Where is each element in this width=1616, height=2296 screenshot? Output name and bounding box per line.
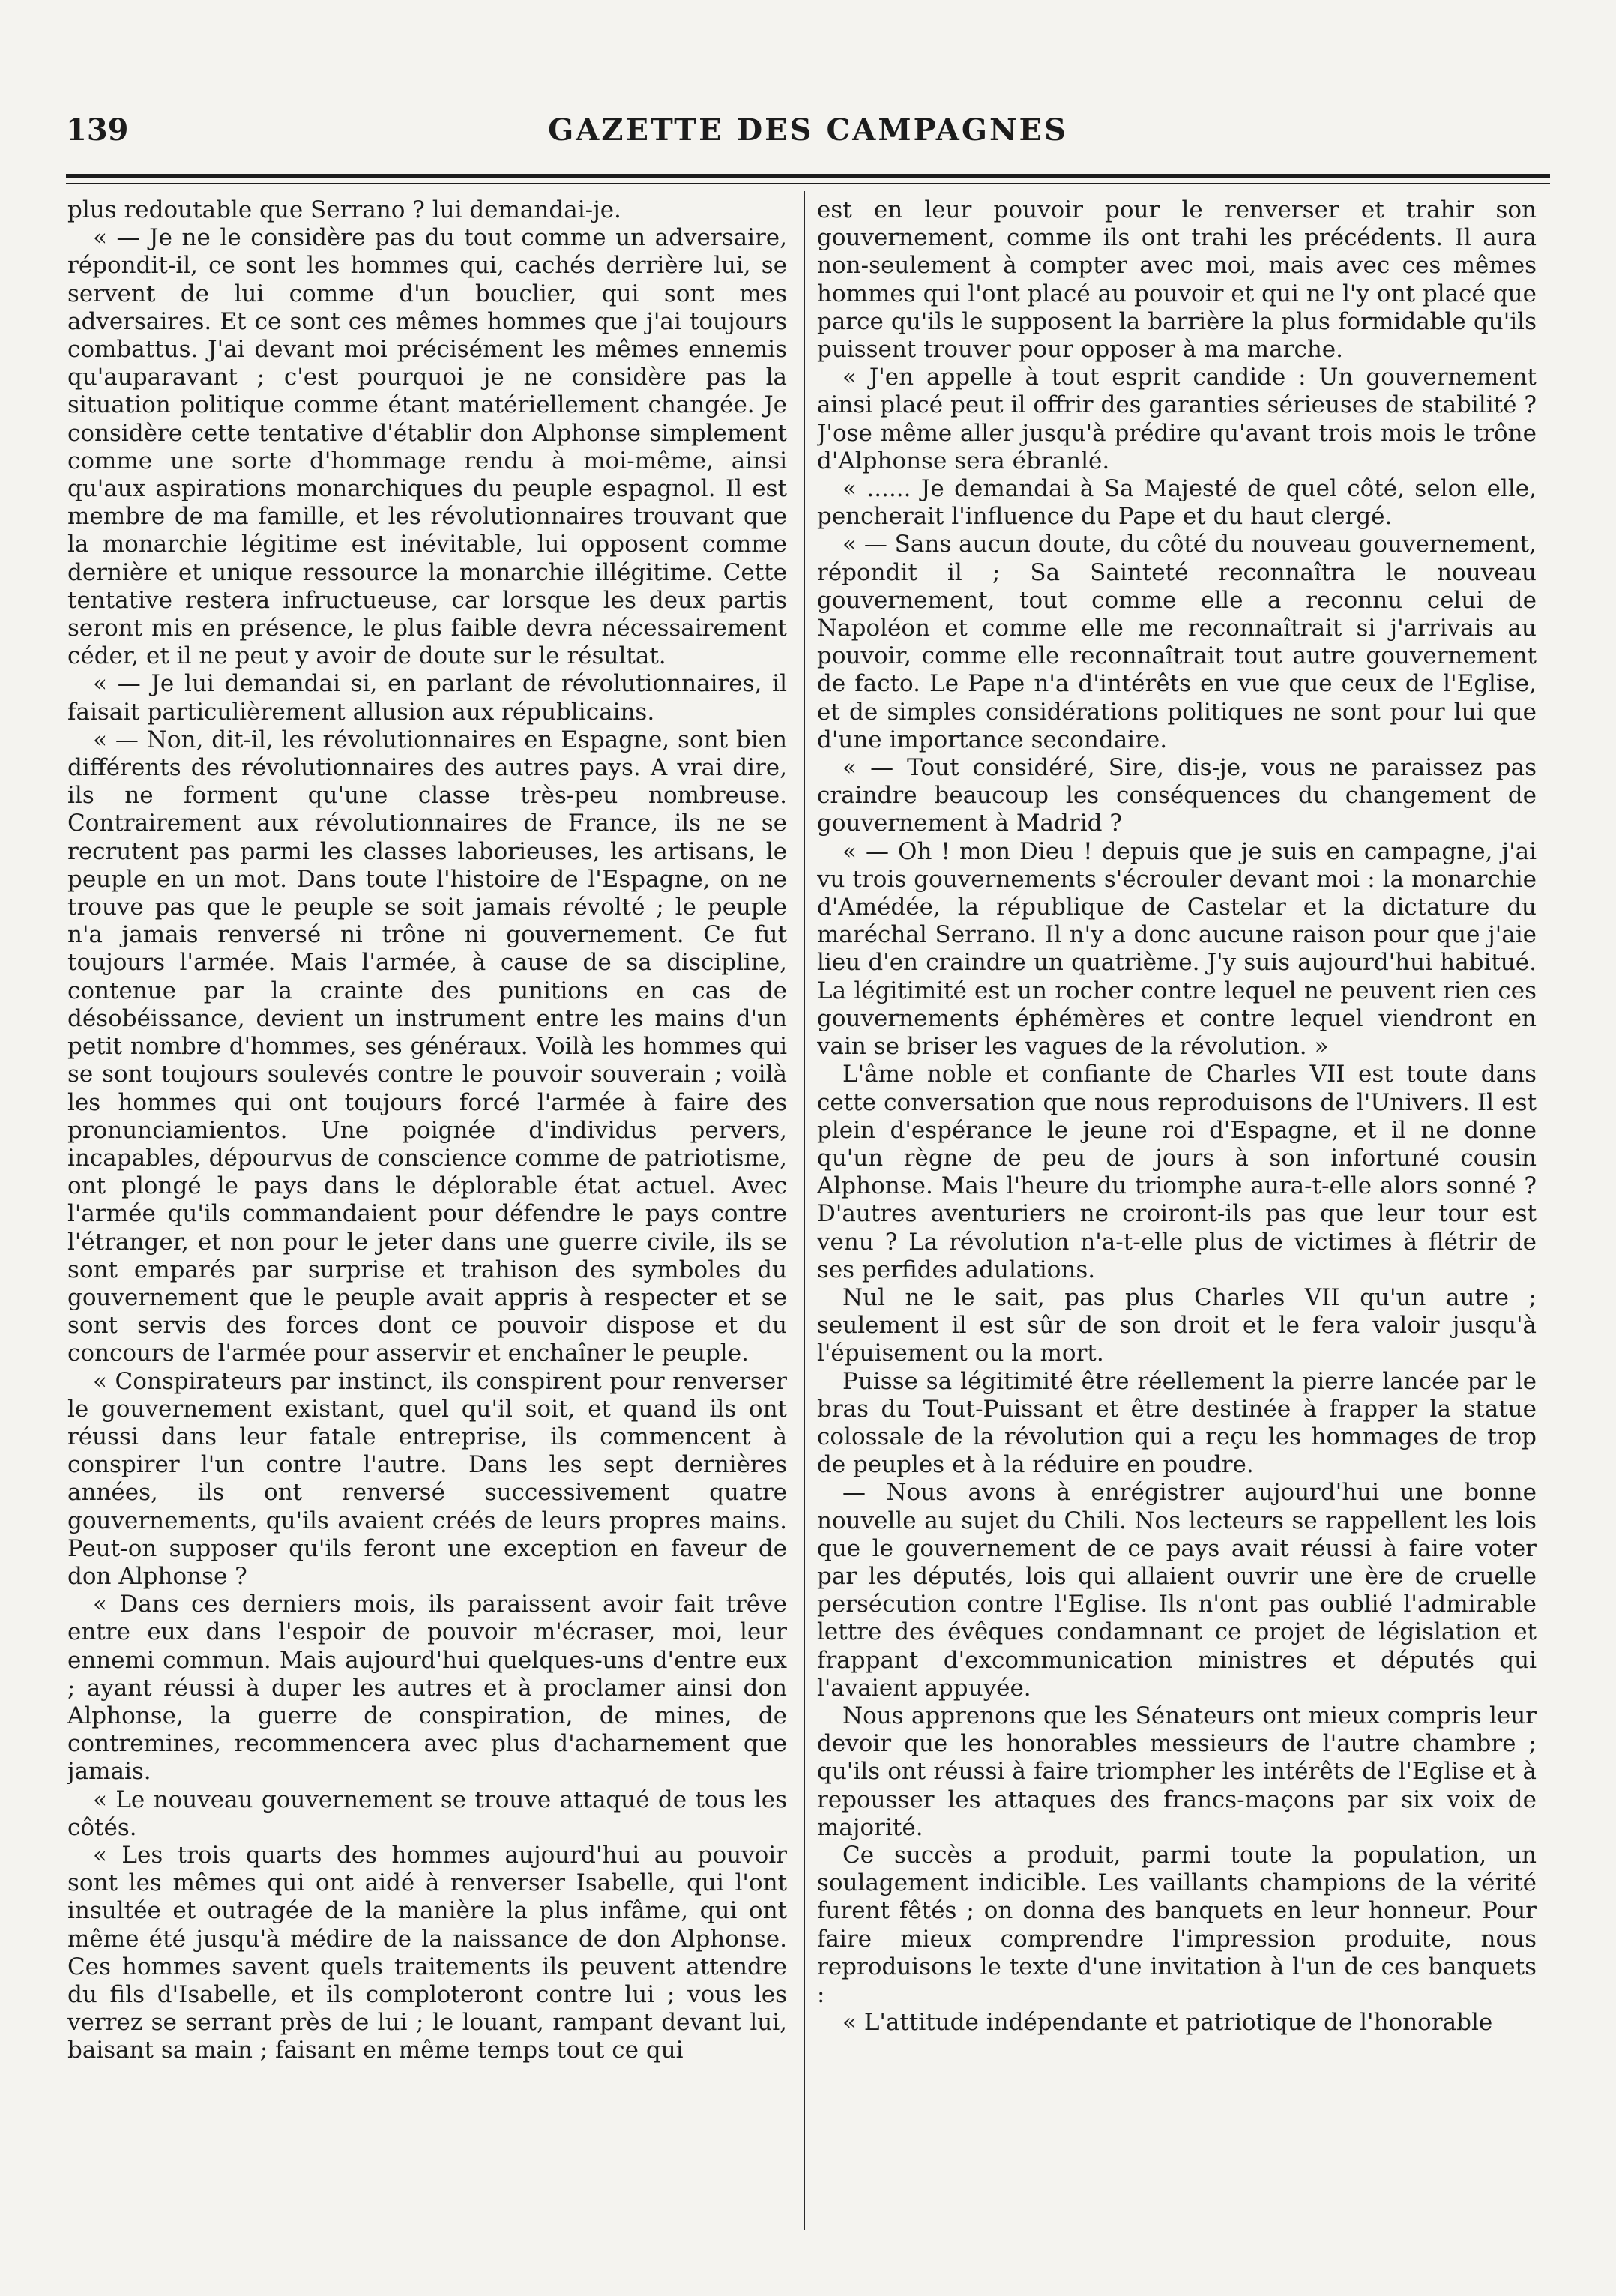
text-column-right bbox=[817, 196, 1537, 2220]
paragraph: « Conspirateurs par instinct, ils conspirent pour renverser le gouvernement existant, quel qu'il soit, et quand ils ont réussi dans leur fatale entreprise, ils commencent à conspirer l'un contre l'autre. Dans les sept dernières années, ils ont renversé successivement quatre gouvernements, qu'ils avaient créés de leurs propres mains. Peut-on supposer qu'ils feront une exception en faveur de don Alphonse ? bbox=[67, 1367, 787, 1590]
paragraph: « ...... Je demandai à Sa Majesté de quel côté, selon elle, pencherait l'influence du Pape et du haut clergé. bbox=[817, 475, 1537, 531]
page-header bbox=[66, 112, 1550, 159]
header-rule-thick bbox=[66, 174, 1550, 178]
paragraph: « — Je ne le considère pas du tout comme un adversaire, répondit-il, ce sont les hommes qui, cachés derrière lui, se servent de lui comme d'un bouclier, qui sont mes adversaires. Et ce sont ces mêmes hommes que j'ai toujours combattus. J'ai devant moi précisément les mêmes ennemis qu'auparavant ; c'est pourquoi je ne considère pas la situation politique comme étant matériellement changée. Je considère cette tentative d'établir don Alphonse simplement comme une sorte d'hommage rendu à moi-même, ainsi qu'aux aspirations monarchiques du peuple espagnol. Il est membre de ma famille, et les révolutionnaires trouvant que la monarchie légitime est inévitable, lui opposent comme dernière et unique ressource la monarchie illégitime. Cette tentative restera infructueuse, car lorsque les deux partis seront mis en présence, le plus faible devra nécessairement céder, et il ne peut y avoir de doute sur le résultat. bbox=[67, 224, 787, 670]
header-rule-thin bbox=[66, 183, 1550, 184]
page-number: 139 bbox=[66, 112, 129, 148]
paragraph: — Nous avons à enrégistrer aujourd'hui une bonne nouvelle au sujet du Chili. Nos lecteurs se rappellent les lois que le gouvernement de ce pays avait réussi à faire voter par les députés, lois qui allaient ouvrir une ère de cruelle persécution contre l'Eglise. Ils n'ont pas oublié l'admirable lettre des évêques condamnant ce projet de législation et frappant d'excommunication ministres et députés qui l'avaient appuyée. bbox=[817, 1479, 1537, 1702]
paragraph: Puisse sa légitimité être réellement la pierre lancée par le bras du Tout-Puissant et être destinée à frapper la statue colossale de la révolution qui a reçu les hommages de trop de peuples et à la réduire en poudre. bbox=[817, 1367, 1537, 1479]
paragraph: « Dans ces derniers mois, ils paraissent avoir fait trêve entre eux dans l'espoir de pouvoir m'écraser, moi, leur ennemi commun. Mais aujourd'hui quelques-uns d'entre eux ; ayant réussi à duper les autres et à proclamer ainsi don Alphonse, la guerre de conspiration, de mines, de contremines, recommencera avec plus d'acharnement que jamais. bbox=[67, 1591, 787, 1786]
paragraph: Nul ne le sait, pas plus Charles VII qu'un autre ; seulement il est sûr de son droit et le fera valoir jusqu'à l'épuisement ou la mort. bbox=[817, 1283, 1537, 1367]
paragraph: est en leur pouvoir pour le renverser et trahir son gouvernement, comme ils ont trahi les précédents. Il aura non-seulement à compter avec moi, mais avec ces mêmes hommes qui l'ont placé au pouvoir et qui ne l'y ont placé que parce qu'ils le supposent la barrière la plus formidable qu'ils puissent trouver pour opposer à ma marche. bbox=[817, 196, 1537, 364]
text-column-left bbox=[67, 196, 787, 2220]
paragraph: « — Oh ! mon Dieu ! depuis que je suis en campagne, j'ai vu trois gouvernements s'écrouler devant moi : la monarchie d'Amédée, la république de Castelar et la dictature du maréchal Serrano. Il n'y a donc aucune raison pour que j'aie lieu d'en craindre un quatrième. J'y suis aujourd'hui habitué. La légitimité est un rocher contre lequel ne peuvent rien ces gouvernements éphémères et contre lequel viendront en vain se briser les vagues de la révolution. » bbox=[817, 837, 1537, 1061]
paragraph: « — Je lui demandai si, en parlant de révolutionnaires, il faisait particulièrement allusion aux républicains. bbox=[67, 670, 787, 726]
paragraph: plus redoutable que Serrano ? lui demandai-je. bbox=[67, 196, 621, 223]
paragraph: Nous apprenons que les Sénateurs ont mieux compris leur devoir que les honorables messieurs de l'autre chambre ; qu'ils ont réussi à faire triompher les intérêts de l'Eglise et à repousser les attaques des francs-maçons par six voix de majorité. bbox=[817, 1702, 1537, 1841]
running-title: GAZETTE DES CAMPAGNES bbox=[548, 112, 1068, 148]
paragraph: « — Sans aucun doute, du côté du nouveau gouvernement, répondit il ; Sa Sainteté reconnaîtra le nouveau gouvernement, tout comme elle a reconnu celui de Napoléon et comme elle me reconnaîtrait si j'arrivais au pouvoir, comme elle reconnaîtrait tout autre gouvernement de facto. Le Pape n'a d'intérêts en vue que ceux de l'Eglise, et de simples considérations politiques ne sont pour lui que d'une importance secondaire. bbox=[817, 531, 1537, 753]
paragraph: « — Non, dit-il, les révolutionnaires en Espagne, sont bien différents des révolutionnaires des autres pays. A vrai dire, ils ne forment qu'une classe très-peu nombreuse. Contrairement aux révolutionnaires de France, ils ne se recrutent pas parmi les classes laborieuses, les artisans, le peuple en un mot. Dans toute l'histoire de l'Espagne, on ne trouve pas que le peuple se soit jamais révolté ; le peuple n'a jamais renversé ni trône ni gouvernement. Ce fut toujours l'armée. Mais l'armée, à cause de sa discipline, contenue par la crainte des punitions en cas de désobéissance, devient un instrument entre les mains d'un petit nombre d'hommes, ses généraux. Voilà les hommes qui se sont toujours soulevés contre le pouvoir souverain ; voilà les hommes qui ont toujours forcé l'armée à faire des pronunciamientos. Une poignée d'individus pervers, incapables, dépourvus de conscience comme de patriotisme, ont plongé le pays dans le déplorable état actuel. Avec l'armée qu'ils commandaient pour défendre le pays contre l'étranger, et non pour le jeter dans une guerre civile, ils se sont emparés par surprise et trahison des symboles du gouvernement que le peuple avait appris à respecter et se sont servis des forces dont ce pouvoir dispose et du concours de l'armée pour asservir et enchaîner le peuple. bbox=[67, 726, 787, 1367]
paragraph: « — Tout considéré, Sire, dis-je, vous ne paraissez pas craindre beaucoup les conséquences du changement de gouvernement à Madrid ? bbox=[817, 754, 1537, 837]
paragraph: « Les trois quarts des hommes aujourd'hui au pouvoir sont les mêmes qui ont aidé à renverser Isabelle, qui l'ont insultée et outragée de la manière la plus infâme, qui ont même été jusqu'à médire de la naissance de don Alphonse. Ces hommes savent quels traitements ils peuvent attendre du fils d'Isabelle, et ils comploteront contre lui ; vous les verrez se serrant près de lui ; le louant, rampant devant lui, baisant sa main ; faisant en même temps tout ce qui bbox=[67, 1841, 787, 2064]
paragraph: « Le nouveau gouvernement se trouve attaqué de tous les côtés. bbox=[67, 1786, 787, 1841]
paragraph: Ce succès a produit, parmi toute la population, un soulagement indicible. Les vaillants champions de la vérité furent fêtés ; on donna des banquets en leur honneur. Pour faire mieux comprendre l'impression produite, nous reproduisons le texte d'une invitation à l'un de ces banquets : bbox=[817, 1841, 1537, 2008]
paragraph: « J'en appelle à tout esprit candide : Un gouvernement ainsi placé peut il offrir des garanties sérieuses de stabilité ? J'ose même aller jusqu'à prédire qu'avant trois mois le trône d'Alphonse sera ébranlé. bbox=[817, 364, 1537, 474]
paragraph: L'âme noble et confiante de Charles VII est toute dans cette conversation que nous reproduisons de l'Univers. Il est plein d'espérance le jeune roi d'Espagne, et il ne donne qu'un règne de peu de jours à son infortuné cousin Alphonse. Mais l'heure du triomphe aura-t-elle alors sonné ? D'autres aventuriers ne croiront-ils pas que leur tour est venu ? La révolution n'a-t-elle plus de victimes à flétrir de ses perfides adulations. bbox=[817, 1061, 1537, 1283]
paragraph: « L'attitude indépendante et patriotique de l'honorable bbox=[842, 2009, 1493, 2037]
column-divider bbox=[804, 191, 805, 2230]
